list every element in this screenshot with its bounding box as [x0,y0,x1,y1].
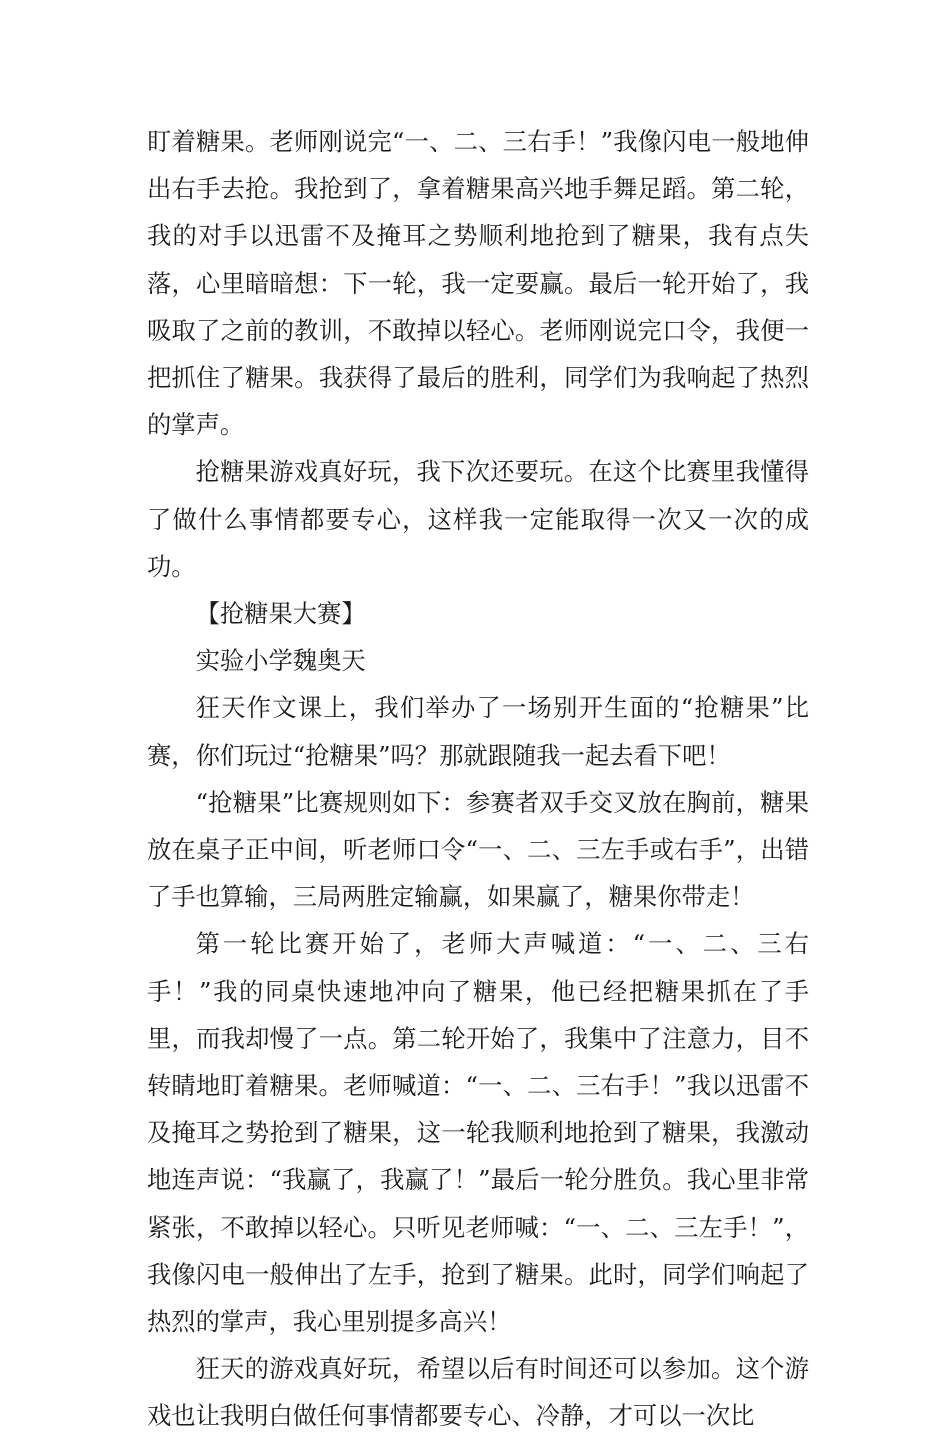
paragraph-game-rounds: 第一轮比赛开始了，老师大声喊道：“一、二、三右手！”我的同桌快速地冲向了糖果，他已经把糖果抓在了手里，而我却慢了一点。第二轮开始了，我集中了注意力，目不转睛地盯着糖果。老师喊道：“一、二、三右手！”我以迅雷不及掩耳之势抢到了糖果，这一轮我顺利地抢到了糖果，我激动地连声说：“我赢了，我赢了！”最后一轮分胜负。我心里非常紧张，不敢掉以轻心。只听见老师喊：“一、二、三左手！”，我像闪电一般伸出了左手，抢到了糖果。此时，同学们响起了热烈的掌声，我心里别提多高兴！ [147,929,809,1337]
paragraph-conclusion: 抢糖果游戏真好玩，我下次还要玩。在这个比赛里我懂得了做什么事情都要专心，这样我一定能取得一次又一次的成功。 [147,457,809,581]
essay-author: 实验小学魏奥天 [195,646,366,676]
paragraph-intro: 狂天作文课上，我们举办了一场别开生面的“抢糖果”比赛，你们玩过“抢糖果”吗？那就跟随我一起去看下吧！ [147,693,809,770]
essay-title: 【抢糖果大赛】 [195,599,366,629]
document-body [147,118,809,1440]
paragraph-ending: 狂天的游戏真好玩，希望以后有时间还可以参加。这个游戏也让我明白做任何事情都要专心、冷静，才可以一次比 [147,1354,809,1431]
paragraph-continuation: 盯着糖果。老师刚说完“一、二、三右手！”我像闪电一般地伸出右手去抢。我抢到了，拿着糖果高兴地手舞足蹈。第二轮，我的对手以迅雷不及掩耳之势顺利地抢到了糖果，我有点失落，心里暗暗想：下一轮，我一定要赢。最后一轮开始了，我吸取了之前的教训，不敢掉以轻心。老师刚说完口令，我便一把抓住了糖果。我获得了最后的胜利，同学们为我响起了热烈的掌声。 [147,127,809,440]
paragraph-rules: “抢糖果”比赛规则如下：参赛者双手交叉放在胸前，糖果放在桌子正中间，听老师口令“一、二、三左手或右手”，出错了手也算输，三局两胜定输赢，如果赢了，糖果你带走！ [147,787,809,912]
